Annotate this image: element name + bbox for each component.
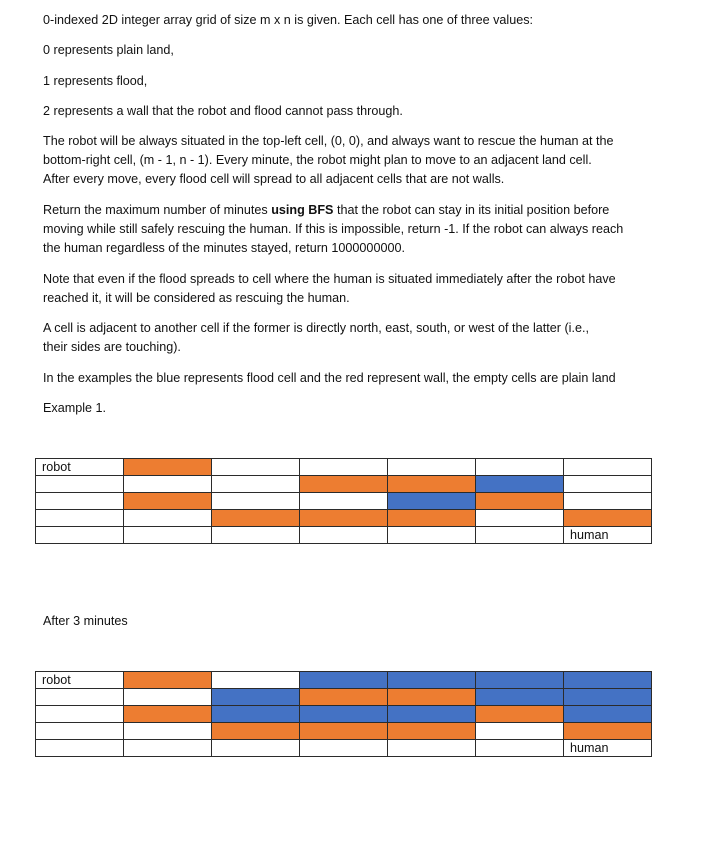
grid-cell-land <box>300 527 388 544</box>
grid-cell-flood <box>564 689 652 706</box>
grid-row <box>36 689 652 706</box>
grid-cell-land <box>36 689 124 706</box>
after-grid <box>35 671 652 757</box>
return-paragraph-line-1 <box>43 203 609 218</box>
grid-cell-land <box>36 527 124 544</box>
return-text-pre: Return the maximum number of minutes <box>43 203 272 217</box>
value-2-description: 2 represents a wall that the robot and flood cannot pass through. <box>43 104 403 118</box>
value-1-description: 1 represents flood, <box>43 74 148 88</box>
grid-cell-land <box>124 476 212 493</box>
grid-cell-land <box>388 740 476 757</box>
after-minutes-label: After 3 minutes <box>43 614 128 628</box>
grid-cell-wall <box>564 723 652 740</box>
grid-cell-wall <box>124 459 212 476</box>
grid-cell-flood <box>564 706 652 723</box>
grid-cell-flood <box>388 706 476 723</box>
intro-line: 0-indexed 2D integer array grid of size m x n is given. Each cell has one of three values: <box>43 13 534 27</box>
example-label: Example 1. <box>43 401 106 415</box>
robot-label: robot <box>42 460 71 474</box>
grid-cell-land <box>124 527 212 544</box>
return-text-bold: using BFS <box>271 203 334 217</box>
grid-cell-flood <box>388 672 476 689</box>
grid-cell-land <box>212 527 300 544</box>
grid-cell-land <box>476 527 564 544</box>
grid-cell-wall <box>388 689 476 706</box>
grid-row <box>36 706 652 723</box>
grid-cell-wall <box>124 672 212 689</box>
initial-grid <box>35 458 652 544</box>
return-paragraph-line-3: the human regardless of the minutes stayed, return 1000000000. <box>43 241 405 255</box>
grid-cell-land <box>476 459 564 476</box>
grid-cell-wall <box>212 723 300 740</box>
grid-cell-flood <box>476 689 564 706</box>
grid-cell-land <box>300 459 388 476</box>
grid-cell-flood <box>388 493 476 510</box>
grid-cell-wall <box>212 510 300 527</box>
grid-cell-flood <box>476 476 564 493</box>
grid-cell-land <box>124 510 212 527</box>
robot-paragraph-line-3: After every move, every flood cell will spread to all adjacent cells that are not walls. <box>43 172 505 186</box>
grid-row <box>36 723 652 740</box>
grid-row <box>36 527 652 544</box>
grid-row <box>36 476 652 493</box>
grid-cell-wall <box>300 510 388 527</box>
human-label: human <box>570 741 609 755</box>
grid-row <box>36 493 652 510</box>
grid-cell-wall <box>564 510 652 527</box>
grid-cell-land <box>36 672 124 689</box>
value-0-description: 0 represents plain land, <box>43 43 174 57</box>
grid-cell-land <box>212 672 300 689</box>
return-paragraph-line-2: moving while still safely rescuing the human. If this is impossible, return -1. If the robot can always reach <box>43 222 624 236</box>
grid-cell-land <box>124 689 212 706</box>
grid-cell-land <box>124 740 212 757</box>
grid-cell-land <box>36 493 124 510</box>
grid-cell-flood <box>300 672 388 689</box>
grid-cell-land <box>36 459 124 476</box>
grid-cell-land <box>212 459 300 476</box>
grid-cell-flood <box>564 672 652 689</box>
grid-cell-wall <box>300 689 388 706</box>
grid-row <box>36 459 652 476</box>
grid-cell-wall <box>476 493 564 510</box>
grid-cell-land <box>36 510 124 527</box>
grid-cell-land <box>36 706 124 723</box>
robot-paragraph-line-1: The robot will be always situated in the top-left cell, (0, 0), and always want to rescue the human at the <box>43 134 614 148</box>
grid-cell-land <box>124 723 212 740</box>
note-paragraph-line-2: reached it, it will be considered as rescuing the human. <box>43 291 350 305</box>
grid-cell-land <box>212 740 300 757</box>
grid-cell-flood <box>476 672 564 689</box>
grid-cell-land <box>36 740 124 757</box>
grid-cell-land <box>388 459 476 476</box>
grid-cell-land <box>36 723 124 740</box>
grid-cell-land <box>476 740 564 757</box>
grid-row <box>36 672 652 689</box>
grid-cell-wall <box>388 510 476 527</box>
grid-cell-wall <box>300 476 388 493</box>
grid-row <box>36 510 652 527</box>
human-label: human <box>570 528 609 542</box>
grid-cell-land <box>388 527 476 544</box>
adjacency-paragraph-line-2: their sides are touching). <box>43 340 181 354</box>
note-paragraph-line-1: Note that even if the flood spreads to cell where the human is situated immediately after the robot have <box>43 272 616 286</box>
grid-cell-land <box>476 723 564 740</box>
grid-cell-land <box>476 510 564 527</box>
grid-row <box>36 740 652 757</box>
grid-cell-land <box>564 493 652 510</box>
grid-cell-wall <box>124 493 212 510</box>
grid-cell-land <box>36 476 124 493</box>
grid-cell-land <box>564 459 652 476</box>
grid-cell-wall <box>388 723 476 740</box>
grid-cell-wall <box>476 706 564 723</box>
grid-cell-land <box>564 527 652 544</box>
adjacency-paragraph-line-1: A cell is adjacent to another cell if the former is directly north, east, south, or west of the latter (i.e., <box>43 321 589 335</box>
robot-label: robot <box>42 673 71 687</box>
grid-cell-flood <box>212 689 300 706</box>
grid-cell-land <box>300 493 388 510</box>
grid-cell-land <box>212 476 300 493</box>
grid-cell-land <box>564 740 652 757</box>
grid-cell-wall <box>300 723 388 740</box>
legend-paragraph: In the examples the blue represents flood cell and the red represent wall, the empty cells are plain land <box>43 371 616 385</box>
grid-cell-land <box>564 476 652 493</box>
grid-cell-land <box>300 740 388 757</box>
grid-cell-wall <box>124 706 212 723</box>
robot-paragraph-line-2: bottom-right cell, (m - 1, n - 1). Every minute, the robot might plan to move to an adjacent land cell. <box>43 153 592 167</box>
grid-cell-flood <box>212 706 300 723</box>
grid-cell-wall <box>388 476 476 493</box>
grid-cell-flood <box>300 706 388 723</box>
return-text-post: that the robot can stay in its initial position before <box>333 203 610 217</box>
grid-cell-land <box>212 493 300 510</box>
